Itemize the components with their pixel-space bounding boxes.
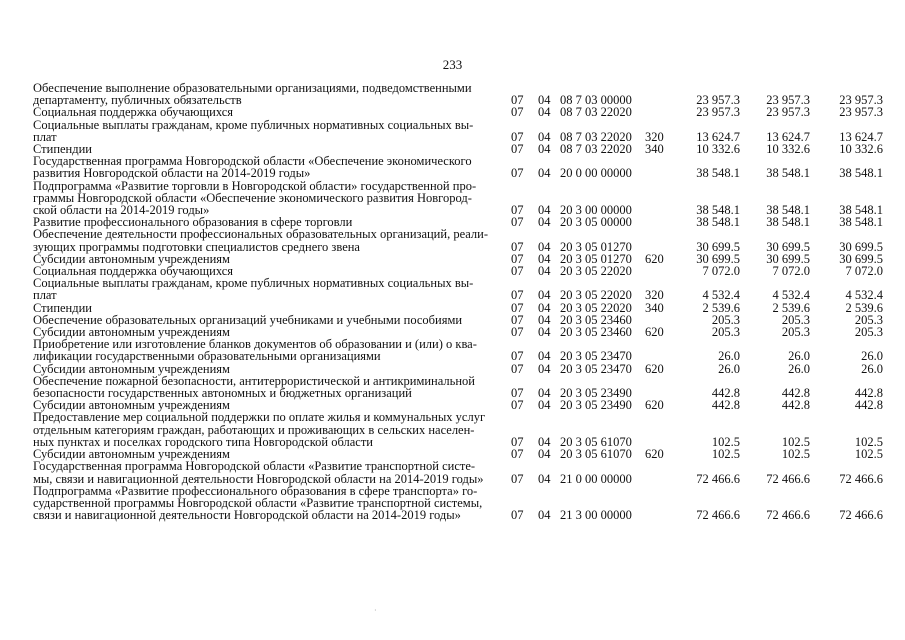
amount-2016: 72 466.6 (839, 471, 883, 486)
subsection-code: 04 (538, 288, 551, 303)
row-description (33, 338, 495, 362)
row-description (33, 106, 495, 118)
target-article-code: 20 3 05 01270 (560, 239, 632, 254)
description-line: Обеспечение образовательных организаций учебниками и учебными пособиями (33, 312, 463, 327)
subsection-code: 04 (538, 386, 551, 401)
amount-2014: 102.5 (711, 434, 740, 449)
row-description (33, 155, 495, 179)
description-line: ных пунктах и поселках городского типа Новгородской области (33, 434, 373, 449)
table-row (33, 277, 883, 301)
amount-2014: 7 072.0 (702, 264, 740, 279)
section-code: 07 (511, 203, 524, 218)
expense-type-code: 620 (645, 398, 664, 413)
target-article-code: 20 3 05 23460 (560, 312, 632, 327)
section-code: 07 (511, 471, 524, 486)
description-line: Субсидии автономным учреждениям (33, 398, 230, 413)
amount-2014: 102.5 (711, 447, 740, 462)
target-article-code: 20 3 05 00000 (560, 215, 632, 230)
description-line: Стипендии (33, 142, 92, 157)
subsection-code: 04 (538, 215, 551, 230)
section-code: 07 (511, 105, 524, 120)
description-line: Социальная поддержка обучающихся (33, 105, 234, 120)
description-line: отдельным категориям граждан, работающих и проживающих в сельских населен- (33, 422, 475, 437)
target-article-code: 20 3 05 23460 (560, 325, 632, 340)
section-code: 07 (511, 251, 524, 266)
description-line: граммы Новгородской области «Обеспечение экономического развития Новгород- (33, 190, 472, 205)
amount-2015: 23 957.3 (766, 105, 810, 120)
amount-2014: 38 548.1 (696, 166, 740, 181)
amount-2014: 38 548.1 (696, 215, 740, 230)
description-line: Обеспечение пожарной безопасности, антитеррористической и антикриминальной (33, 373, 475, 388)
subsection-code: 04 (538, 129, 551, 144)
section-code: 07 (511, 239, 524, 254)
amount-2015: 442.8 (781, 386, 810, 401)
table-row (33, 375, 883, 399)
target-article-code: 20 3 05 01270 (560, 251, 632, 266)
description-line: развития Новгородской области на 2014-2019 годы» (33, 166, 311, 181)
target-article-code: 08 7 03 22020 (560, 129, 632, 144)
amount-2016: 38 548.1 (839, 203, 883, 218)
subsection-code: 04 (538, 105, 551, 120)
amount-2016: 102.5 (854, 447, 883, 462)
target-article-code: 20 3 00 00000 (560, 203, 632, 218)
section-code: 07 (511, 349, 524, 364)
expense-type-code: 620 (645, 251, 664, 266)
target-article-code: 20 3 05 23470 (560, 361, 632, 376)
table-row (33, 119, 883, 143)
row-description (33, 460, 495, 484)
description-line: Субсидии автономным учреждениям (33, 447, 230, 462)
table-row (33, 485, 883, 522)
target-article-code: 20 0 00 00000 (560, 166, 632, 181)
amount-2015: 26.0 (788, 349, 810, 364)
subsection-code: 04 (538, 264, 551, 279)
amount-2016: 205.3 (854, 325, 883, 340)
amount-2016: 23 957.3 (839, 105, 883, 120)
amount-2014: 23 957.3 (696, 93, 740, 108)
amount-2016: 72 466.6 (839, 508, 883, 523)
amount-2015: 13 624.7 (766, 129, 810, 144)
description-line: Государственная программа Новгородской области «Обеспечение экономического (33, 154, 472, 169)
amount-2016: 26.0 (861, 349, 883, 364)
amount-2015: 38 548.1 (766, 215, 810, 230)
description-line: Подпрограмма «Развитие торговли в Новгородской области» государственной про- (33, 178, 477, 193)
amount-2016: 442.8 (854, 386, 883, 401)
row-description (33, 82, 495, 106)
subsection-code: 04 (538, 447, 551, 462)
target-article-code: 21 3 00 00000 (560, 508, 632, 523)
subsection-code: 04 (538, 508, 551, 523)
amount-2014: 30 699.5 (696, 251, 740, 266)
amount-2015: 72 466.6 (766, 471, 810, 486)
amount-2015: 38 548.1 (766, 203, 810, 218)
amount-2014: 30 699.5 (696, 239, 740, 254)
amount-2016: 4 532.4 (845, 288, 883, 303)
amount-2016: 30 699.5 (839, 251, 883, 266)
amount-2015: 7 072.0 (772, 264, 810, 279)
amount-2015: 10 332.6 (766, 142, 810, 157)
table-row (33, 338, 883, 362)
amount-2016: 442.8 (854, 398, 883, 413)
target-article-code: 08 7 03 22020 (560, 105, 632, 120)
section-code: 07 (511, 447, 524, 462)
section-code: 07 (511, 264, 524, 279)
section-code: 07 (511, 142, 524, 157)
description-line: Предоставление мер социальной поддержки по оплате жилья и коммунальных услуг (33, 410, 486, 425)
amount-2016: 13 624.7 (839, 129, 883, 144)
subsection-code: 04 (538, 166, 551, 181)
description-line: Приобретение или изготовление бланков документов об образовании и (или) о ква- (33, 337, 477, 352)
table-row (33, 460, 883, 484)
amount-2014: 72 466.6 (696, 508, 740, 523)
description-line: безопасности государственных автономных и бюджетных организаций (33, 386, 412, 401)
expense-type-code: 620 (645, 361, 664, 376)
section-code: 07 (511, 361, 524, 376)
row-description (33, 485, 495, 522)
description-line: Обеспечение выполнение образовательными организациями, подведомственными (33, 81, 472, 95)
expense-type-code: 620 (645, 325, 664, 340)
section-code: 07 (511, 386, 524, 401)
target-article-code: 21 0 00 00000 (560, 471, 632, 486)
amount-2016: 2 539.6 (845, 300, 883, 315)
amount-2015: 4 532.4 (772, 288, 810, 303)
table-row (33, 155, 883, 179)
amount-2016: 23 957.3 (839, 93, 883, 108)
expense-type-code: 340 (645, 300, 664, 315)
amount-2015: 205.3 (781, 325, 810, 340)
amount-2015: 72 466.6 (766, 508, 810, 523)
section-code: 07 (511, 93, 524, 108)
amount-2015: 23 957.3 (766, 93, 810, 108)
subsection-code: 04 (538, 300, 551, 315)
amount-2014: 13 624.7 (696, 129, 740, 144)
amount-2014: 442.8 (711, 398, 740, 413)
amount-2014: 10 332.6 (696, 142, 740, 157)
amount-2015: 38 548.1 (766, 166, 810, 181)
table-row (33, 411, 883, 448)
row-description (33, 375, 495, 399)
amount-2016: 38 548.1 (839, 166, 883, 181)
description-line: мы, связи и навигационной деятельности Новгородской области на 2014-2019 годы» (33, 471, 484, 486)
amount-2015: 102.5 (781, 447, 810, 462)
section-code: 07 (511, 300, 524, 315)
page-number: 233 (442, 57, 463, 72)
description-line: Социальные выплаты гражданам, кроме публичных нормативных социальных вы- (33, 276, 474, 291)
section-code: 07 (511, 398, 524, 413)
amount-2015: 30 699.5 (766, 239, 810, 254)
target-article-code: 20 3 05 22020 (560, 264, 632, 279)
subsection-code: 04 (538, 434, 551, 449)
subsection-code: 04 (538, 203, 551, 218)
amount-2016: 10 332.6 (839, 142, 883, 157)
description-line: Социальные выплаты гражданам, кроме публичных нормативных социальных вы- (33, 117, 474, 132)
amount-2014: 205.3 (711, 312, 740, 327)
target-article-code: 08 7 03 22020 (560, 142, 632, 157)
amount-2016: 26.0 (861, 361, 883, 376)
subsection-code: 04 (538, 361, 551, 376)
description-line: Подпрограмма «Развитие профессионального образования в сфере транспорта» го- (33, 483, 478, 498)
description-line: лификации государственными образовательными организациями (33, 349, 381, 364)
description-line: Развитие профессионального образования в сфере торговли (33, 215, 353, 230)
description-line: сударственной программы Новгородской области «Развитие транспортной системы, (33, 495, 483, 510)
amount-2016: 30 699.5 (839, 239, 883, 254)
table-row (33, 106, 883, 118)
expense-type-code: 620 (645, 447, 664, 462)
expense-type-code: 340 (645, 142, 664, 157)
section-code: 07 (511, 508, 524, 523)
row-description (33, 119, 495, 143)
amount-2015: 205.3 (781, 312, 810, 327)
expense-type-code: 320 (645, 288, 664, 303)
amount-2016: 205.3 (854, 312, 883, 327)
section-code: 07 (511, 166, 524, 181)
subsection-code: 04 (538, 251, 551, 266)
amount-2015: 30 699.5 (766, 251, 810, 266)
amount-2014: 26.0 (718, 349, 740, 364)
subsection-code: 04 (538, 239, 551, 254)
target-article-code: 20 3 05 23490 (560, 398, 632, 413)
description-line: Социальная поддержка обучающихся (33, 264, 234, 279)
target-article-code: 20 3 05 22020 (560, 288, 632, 303)
description-line: Стипендии (33, 300, 92, 315)
description-line: департаменту, публичных обязательств (33, 93, 242, 108)
amount-2014: 26.0 (718, 361, 740, 376)
amount-2014: 2 539.6 (702, 300, 740, 315)
amount-2014: 23 957.3 (696, 105, 740, 120)
target-article-code: 20 3 05 22020 (560, 300, 632, 315)
amount-2016: 7 072.0 (845, 264, 883, 279)
section-code: 07 (511, 215, 524, 230)
subsection-code: 04 (538, 93, 551, 108)
description-line: Субсидии автономным учреждениям (33, 361, 230, 376)
amount-2015: 442.8 (781, 398, 810, 413)
target-article-code: 20 3 05 23490 (560, 386, 632, 401)
table-row (33, 228, 883, 252)
section-code: 07 (511, 288, 524, 303)
table-row (33, 82, 883, 106)
description-line: ской области на 2014-2019 годы» (33, 203, 210, 218)
description-line: зующих программы подготовки специалистов среднего звена (33, 239, 360, 254)
amount-2014: 442.8 (711, 386, 740, 401)
target-article-code: 08 7 03 00000 (560, 93, 632, 108)
section-code: 07 (511, 129, 524, 144)
amount-2015: 26.0 (788, 361, 810, 376)
amount-2016: 38 548.1 (839, 215, 883, 230)
amount-2015: 102.5 (781, 434, 810, 449)
description-line: плат (33, 129, 57, 144)
target-article-code: 20 3 05 23470 (560, 349, 632, 364)
target-article-code: 20 3 05 61070 (560, 447, 632, 462)
scan-mark: · (374, 606, 377, 615)
row-description (33, 228, 495, 252)
amount-2014: 38 548.1 (696, 203, 740, 218)
section-code: 07 (511, 312, 524, 327)
row-description (33, 411, 495, 448)
amount-2016: 102.5 (854, 434, 883, 449)
amount-2014: 4 532.4 (702, 288, 740, 303)
budget-table (33, 82, 883, 521)
table-row (33, 180, 883, 217)
description-line: Субсидии автономным учреждениям (33, 325, 230, 340)
description-line: связи и навигационной деятельности Новгородской области на 2014-2019 годы» (33, 508, 461, 523)
description-line: плат (33, 288, 57, 303)
amount-2014: 72 466.6 (696, 471, 740, 486)
description-line: Субсидии автономным учреждениям (33, 251, 230, 266)
expense-type-code: 320 (645, 129, 664, 144)
subsection-code: 04 (538, 398, 551, 413)
subsection-code: 04 (538, 471, 551, 486)
subsection-code: 04 (538, 312, 551, 327)
row-description (33, 180, 495, 217)
target-article-code: 20 3 05 61070 (560, 434, 632, 449)
description-line: Государственная программа Новгородской области «Развитие транспортной систе- (33, 459, 476, 474)
section-code: 07 (511, 325, 524, 340)
amount-2015: 2 539.6 (772, 300, 810, 315)
subsection-code: 04 (538, 325, 551, 340)
amount-2014: 205.3 (711, 325, 740, 340)
description-line: Обеспечение деятельности профессиональных образовательных организаций, реали- (33, 227, 489, 242)
subsection-code: 04 (538, 142, 551, 157)
row-description (33, 277, 495, 301)
section-code: 07 (511, 434, 524, 449)
subsection-code: 04 (538, 349, 551, 364)
